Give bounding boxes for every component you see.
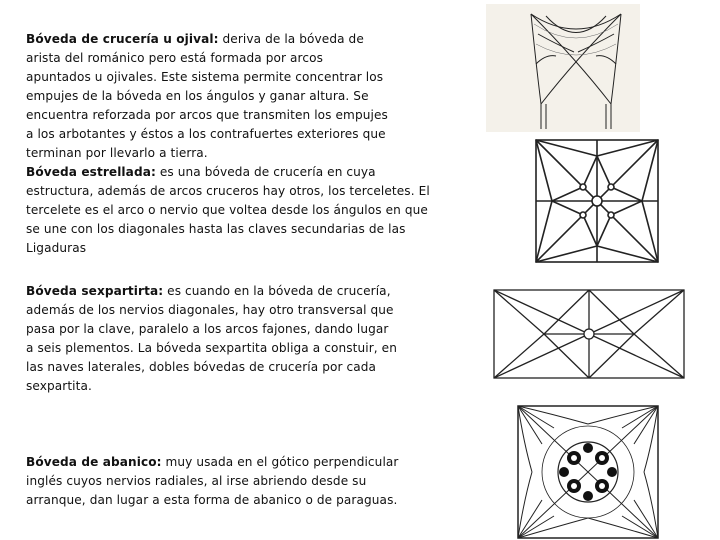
estrellada-vault-plan <box>510 136 685 266</box>
abanico-vault-figure <box>512 404 664 540</box>
section-cruceria <box>26 30 454 163</box>
section-estrellada-title: Bóveda estrellada: <box>26 165 156 179</box>
abanico-vault-plan <box>512 404 664 540</box>
section-sexpartita-body: es cuando en la bóveda de crucería, además de los nervios diagonales, hay otro transversal que pasa por la clave, paralelo a los arcos fajones, dando lugar a seis plementos. La bóveda sexpartita obliga a constuir, en las naves laterales, dobles bóvedas de crucería por cada sexpartita. <box>26 284 397 393</box>
cruceria-vault-drawing <box>486 4 640 132</box>
section-sexpartita <box>26 282 446 396</box>
sexpartita-vault-plan <box>484 270 694 402</box>
section-estrellada <box>26 163 454 258</box>
sexpartita-vault-figure <box>484 270 694 402</box>
section-estrellada-body: es una bóveda de crucería en cuya estructura, además de arcos cruceros hay otros, los terceletes. El tercelete es el arco o nervio que voltea desde los ángulos en que se une con los diagonales hasta las claves secundarias de las Ligaduras <box>26 165 430 255</box>
section-cruceria-title: Bóveda de crucería u ojival: <box>26 32 219 46</box>
section-abanico <box>26 453 446 510</box>
section-abanico-body: muy usada en el gótico perpendicular inglés cuyos nervios radiales, al irse abriendo desde su arranque, dan lugar a esta forma de abanico o de paraguas. <box>26 455 399 507</box>
section-sexpartita-title: Bóveda sexpartirta: <box>26 284 164 298</box>
section-abanico-title: Bóveda de abanico: <box>26 455 162 469</box>
cruceria-vault-figure <box>486 4 640 132</box>
section-cruceria-body: deriva de la bóveda de arista del románico pero está formada por arcos apuntados u ojivales. Este sistema permite concentrar los empujes de la bóveda en los ángulos y ganar altura. Se encuentra reforzada por arcos que transmiten los empujes a los arbotantes y éstos a los contrafuertes exteriores que terminan por llevarlo a tierra. <box>26 32 388 160</box>
estrellada-vault-figure <box>510 136 685 266</box>
text-column <box>26 30 454 258</box>
